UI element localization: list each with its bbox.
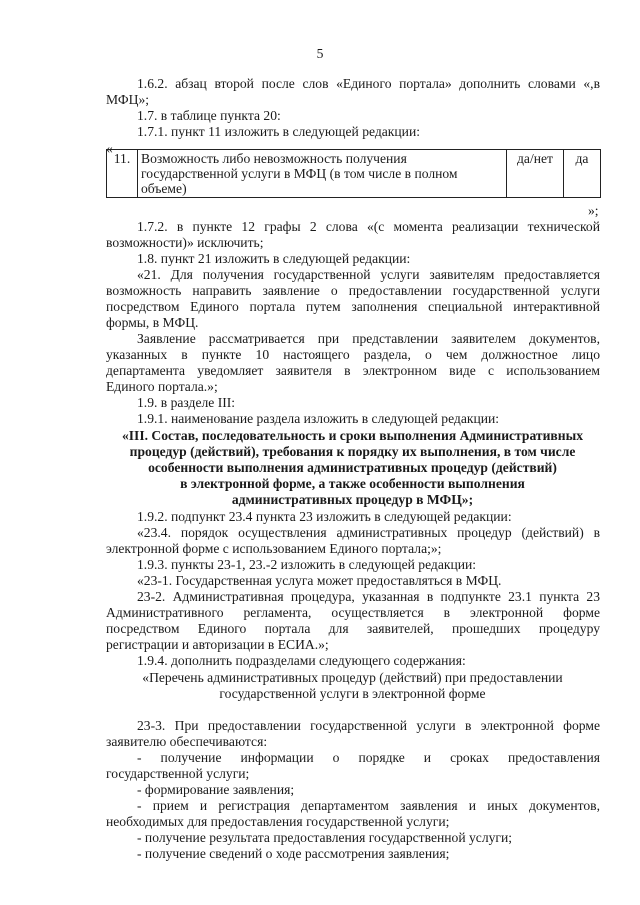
table-cell-line: Возможность либо невозможность получения xyxy=(141,151,407,166)
list-item: - получение результата предоставления государственной услуги; xyxy=(137,830,513,845)
paragraph-line: «23.4. порядок осуществления административных процедур (действий) в xyxy=(137,525,600,540)
table-cell-line: государственной услуги в МФЦ (в том числе в полном xyxy=(141,166,458,181)
paragraph-line: 1.9.3. пункты 23-1, 23.-2 изложить в следующей редакции: xyxy=(137,557,477,572)
paragraph-line: 23-2. Административная процедура, указанная в подпункте 23.1 пункта 23 xyxy=(137,589,600,604)
paragraph-line: заявителю обеспечиваются: xyxy=(106,734,268,749)
paragraph-line: Заявление рассматривается при представлении заявителем документов, xyxy=(137,331,600,346)
paragraph-line: Административного регламента, осуществляется в электронной форме xyxy=(106,605,600,620)
paragraph-line: 1.7.2. в пункте 12 графы 2 слова «(с момента реализации технической xyxy=(137,219,600,234)
table-cell-text xyxy=(138,150,507,198)
list-item: - прием и регистрация департаментом заявления и иных документов, xyxy=(137,798,600,813)
list-item: - формирование заявления; xyxy=(137,782,295,797)
paragraph-line: 1.9. в разделе III: xyxy=(137,395,236,410)
section-heading-line: «III. Состав, последовательность и сроки выполнения Административных xyxy=(121,428,584,443)
section-heading-line: особенности выполнения административных процедур (действий) xyxy=(148,460,557,475)
paragraph-line: указанных в пункте 10 настоящего раздела, о чем должностное лицо xyxy=(106,347,600,362)
paragraph-line: МФЦ»; xyxy=(106,92,150,107)
paragraph-line: 1.8. пункт 21 изложить в следующей редакции: xyxy=(137,251,411,266)
table-cell-yes-no: да/нет xyxy=(507,150,564,198)
list-item: государственной услуги; xyxy=(106,766,250,781)
close-quote: »; xyxy=(588,203,599,218)
paragraph-line: департамента уведомляет заявителя в электронном виде с использованием xyxy=(106,363,600,378)
paragraph-line: 1.9.2. подпункт 23.4 пункта 23 изложить в следующей редакции: xyxy=(137,509,512,524)
open-quote: « xyxy=(106,141,113,156)
list-item: - получение информации о порядке и сроках предоставления xyxy=(137,750,600,765)
paragraph-line: посредством Единого портала путем заполнения специальной интерактивной xyxy=(106,299,600,314)
paragraph-line: 23-3. При предоставлении государственной услуги в электронной форме xyxy=(137,718,600,733)
paragraph-line: 1.9.4. дополнить подразделами следующего содержания: xyxy=(137,653,466,668)
paragraph-line: формы, в МФЦ. xyxy=(106,315,199,330)
subsection-heading-line: государственной услуги в электронной форме xyxy=(219,686,486,701)
paragraph-line: 1.7.1. пункт 11 изложить в следующей редакции: xyxy=(137,124,421,139)
paragraph-line: посредством Единого портала для заявителей, прошедших процедуру xyxy=(106,621,600,636)
paragraph-line: «23-1. Государственная услуга может предоставляться в МФЦ. xyxy=(137,573,502,588)
table-cell-number: 11. xyxy=(107,150,138,198)
paragraph-line: возможности)» исключить; xyxy=(106,235,264,250)
paragraph-line: 1.6.2. абзац второй после слов «Единого портала» дополнить словами «,в xyxy=(137,76,600,91)
table-cell-line: объеме) xyxy=(141,181,187,196)
paragraph-line: «21. Для получения государственной услуги заявителям предоставляется xyxy=(137,267,600,282)
paragraph-line: электронной форме с использованием Единого портала;»; xyxy=(106,541,442,556)
list-item: необходимых для предоставления государственной услуги; xyxy=(106,814,450,829)
table-row xyxy=(107,150,601,198)
paragraph-line: возможность направить заявление о предоставлении государственной услуги xyxy=(106,283,600,298)
paragraph-line: 1.9.1. наименование раздела изложить в следующей редакции: xyxy=(137,411,500,426)
paragraph-line: 1.7. в таблице пункта 20: xyxy=(137,108,281,123)
subsection-heading-line: «Перечень административных процедур (действий) при предоставлении xyxy=(142,670,563,685)
table-cell-value: да xyxy=(564,150,601,198)
list-item: - получение сведений о ходе рассмотрения заявления; xyxy=(137,846,450,861)
paragraph-line: Единого портала.»; xyxy=(106,379,218,394)
section-heading-line: в электронной форме, а также особенности выполнения xyxy=(180,476,525,491)
amendment-table xyxy=(106,149,601,198)
page-number: 5 xyxy=(316,46,324,61)
section-heading-line: процедур (действий), требования к порядку их выполнения, в том числе xyxy=(129,444,576,459)
section-heading-line: административных процедур в МФЦ»; xyxy=(231,492,474,507)
paragraph-line: регистрации и авторизации в ЕСИА.»; xyxy=(106,637,329,652)
